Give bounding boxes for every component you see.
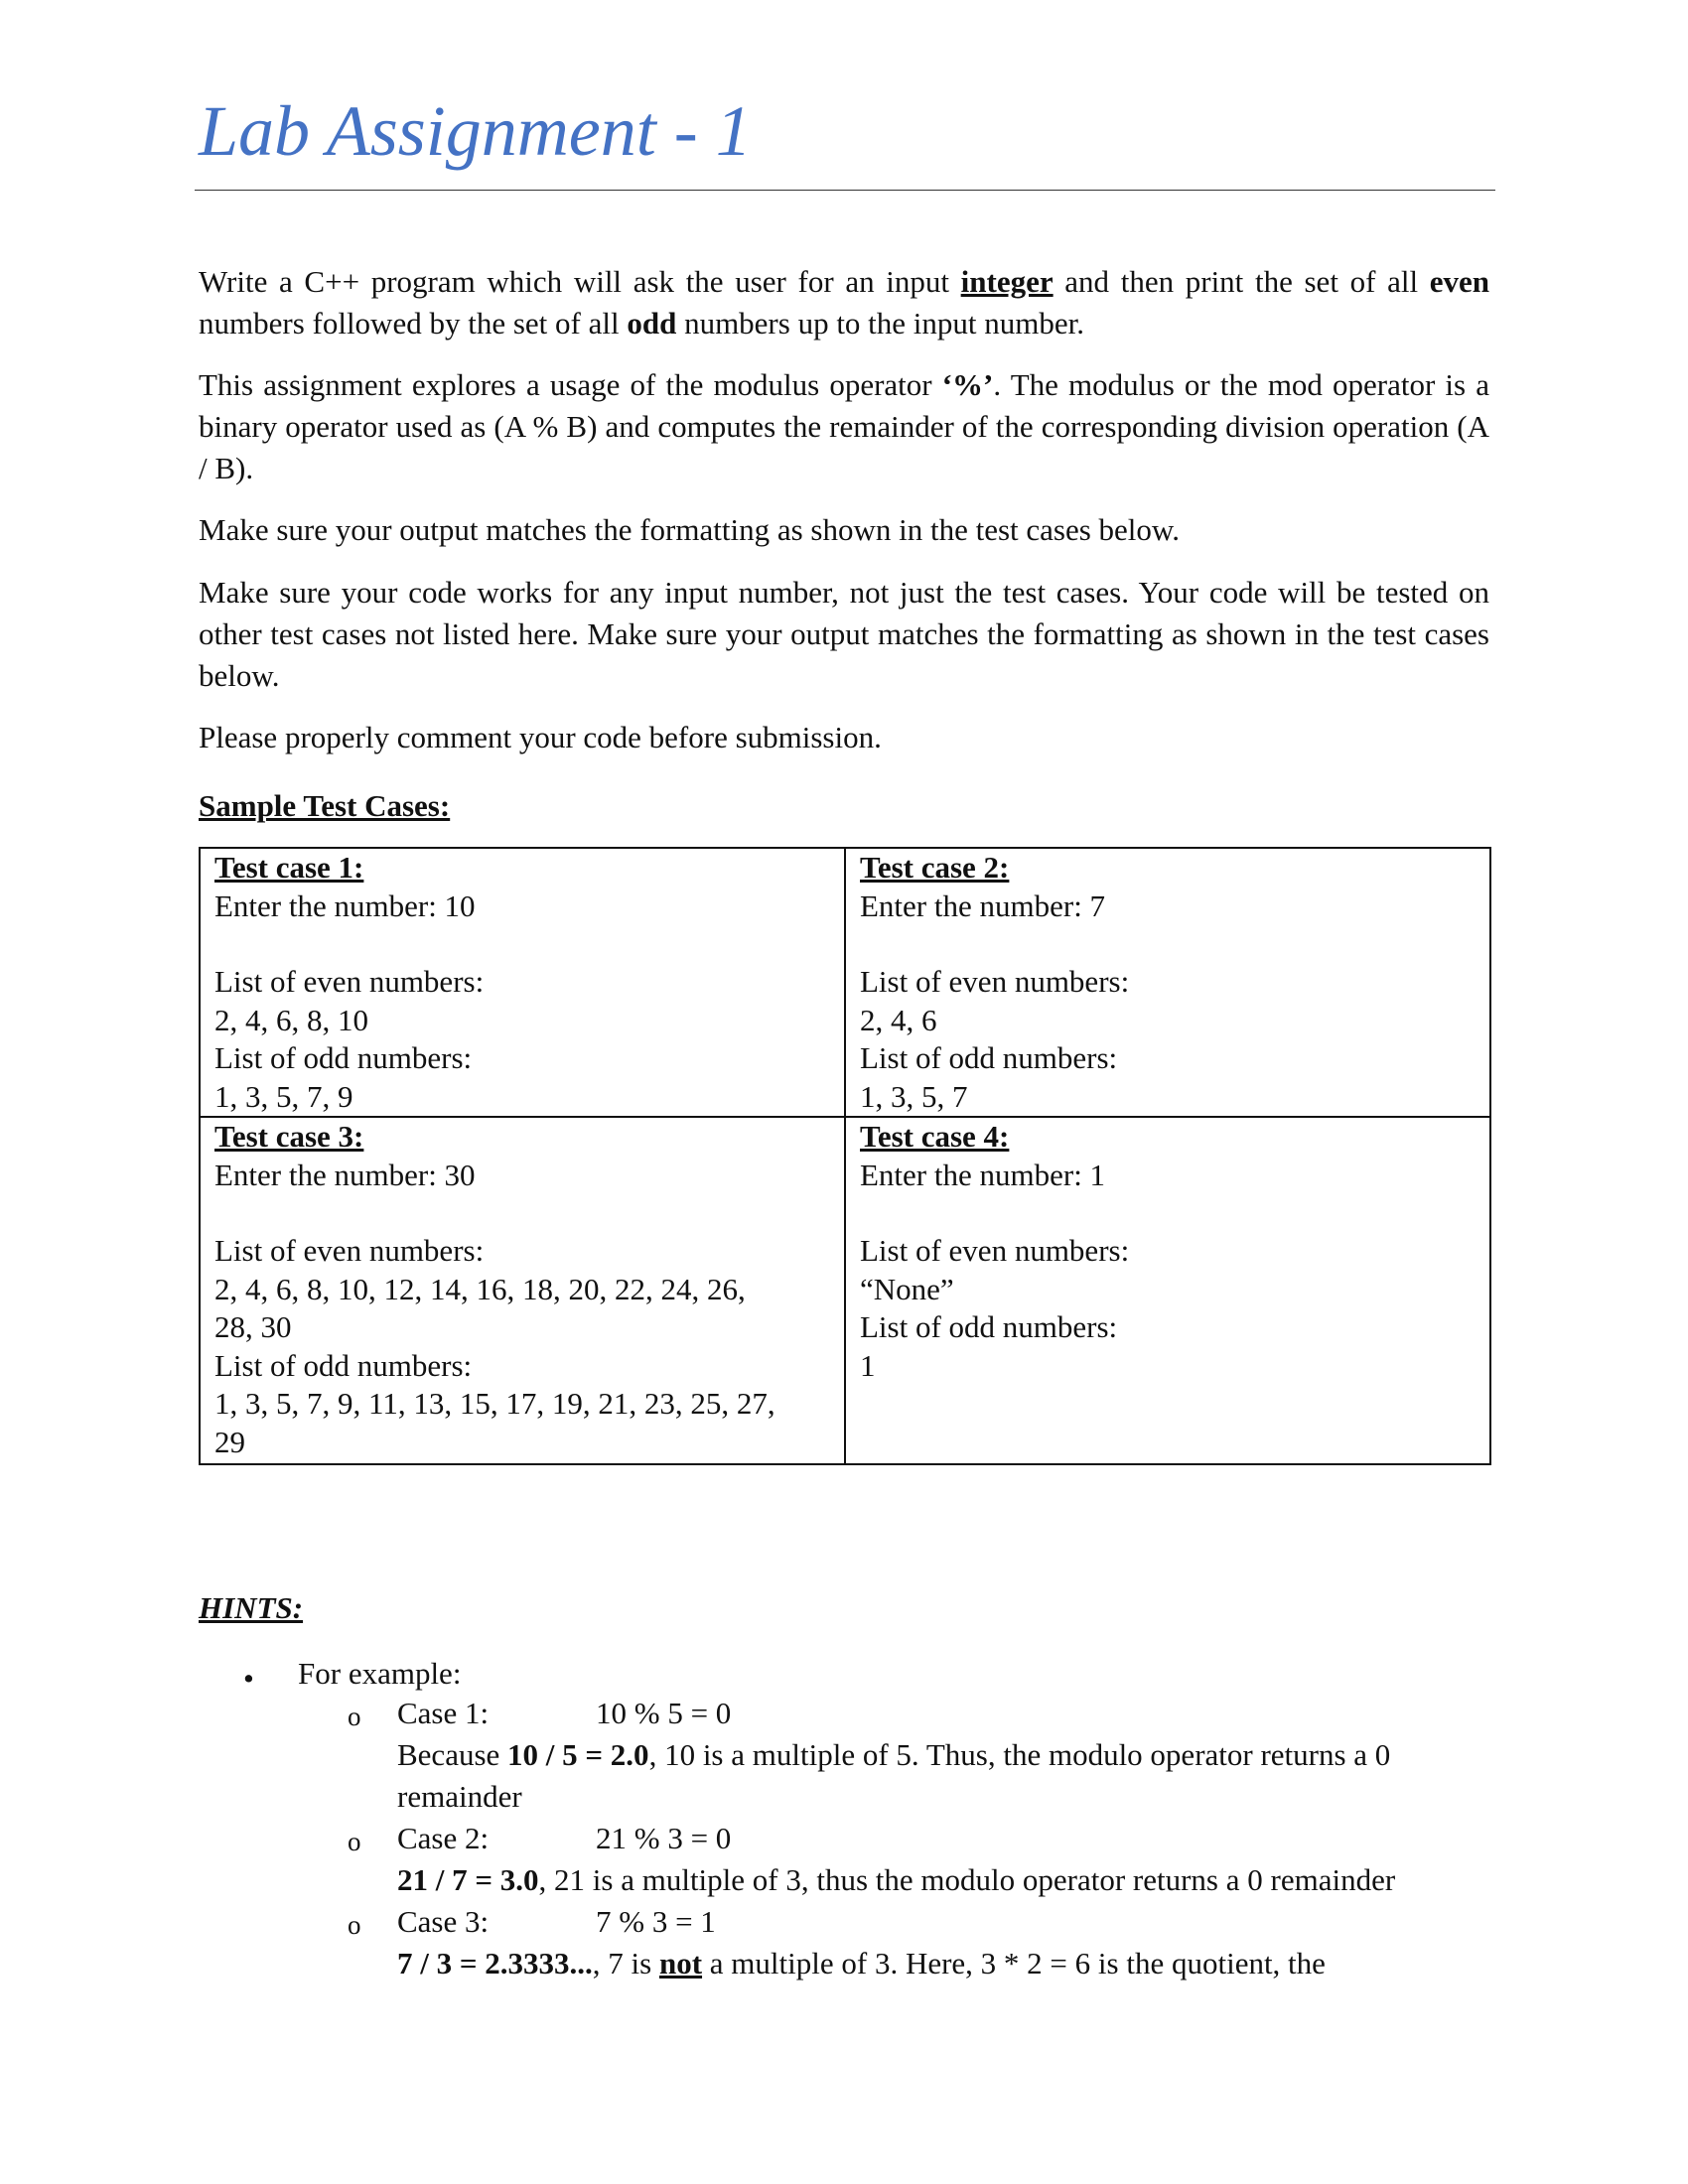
intro-paragraph-3: Make sure your output matches the formatting as shown in the test cases below. xyxy=(199,512,1181,547)
test-case-input: Enter the number: 7 xyxy=(860,887,1106,923)
intro-paragraph-5: Please properly comment your code before submission. xyxy=(199,720,882,754)
page-title: Lab Assignment - 1 xyxy=(199,91,752,171)
test-case-title: Test case 4: xyxy=(860,1119,1010,1154)
case-2-explanation: 21 / 7 = 3.0, 21 is a multiple of 3, thus the modulo operator returns a 0 remainder xyxy=(397,1862,1396,1897)
intro-paragraph-4: Make sure your code works for any input number, not just the test cases. Your code will be tested on other test cases not listed here. Make sure your output matches the formatting as shown in the test cases below. xyxy=(199,575,1489,693)
circle-bullet-icon: o xyxy=(348,1827,361,1856)
test-case-input: Enter the number: 30 xyxy=(214,1157,476,1192)
odd-list-values: 29 xyxy=(214,1424,245,1459)
even-list-values: 28, 30 xyxy=(214,1309,292,1344)
intro-paragraph-1 xyxy=(199,261,1489,344)
even-list-label: List of even numbers: xyxy=(860,964,1130,999)
p2-text-a: This assignment explores a usage of the modulus operator xyxy=(199,367,942,402)
test-case-cell xyxy=(845,1117,1490,1464)
even-list-label: List of even numbers: xyxy=(214,1233,485,1268)
test-cases-table xyxy=(199,847,1491,1465)
test-case-input: Enter the number: 1 xyxy=(860,1157,1106,1192)
case-1-expression: 10 % 5 = 0 xyxy=(596,1696,732,1730)
p1-text-e: numbers followed by the set of all xyxy=(199,306,628,341)
p2-text-c: . The modulus or the mod operator is a binary operator used as (A % B) and computes the remainder of the corresponding division operation (A / B). xyxy=(199,367,1489,485)
test-case-input: Enter the number: 10 xyxy=(214,887,476,923)
p1-odd-keyword: odd xyxy=(627,306,677,341)
bullet-icon: • xyxy=(243,1661,254,1696)
even-list-values: 2, 4, 6, 8, 10 xyxy=(214,1002,368,1037)
sample-test-cases-heading: Sample Test Cases: xyxy=(199,788,451,823)
p1-text-c: and then print the set of all xyxy=(1053,264,1430,299)
circle-bullet-icon: o xyxy=(348,1910,361,1940)
odd-list-label: List of odd numbers: xyxy=(860,1309,1118,1344)
case-3-label: Case 3: xyxy=(397,1904,490,1939)
case-2-label: Case 2: xyxy=(397,1821,490,1855)
p1-integer-keyword: integer xyxy=(960,264,1054,299)
test-case-title: Test case 3: xyxy=(214,1119,364,1154)
odd-list-values: 1, 3, 5, 7, 9 xyxy=(214,1078,353,1114)
case-3-expression: 7 % 3 = 1 xyxy=(596,1904,716,1939)
intro-paragraph-2 xyxy=(199,364,1489,489)
odd-list-label: List of odd numbers: xyxy=(214,1347,473,1383)
test-case-title: Test case 1: xyxy=(214,850,364,885)
title-underline-rule xyxy=(195,190,1495,191)
case-1-label: Case 1: xyxy=(397,1696,490,1730)
test-case-title: Test case 2: xyxy=(860,850,1010,885)
even-list-values: 2, 4, 6, 8, 10, 12, 14, 16, 18, 20, 22, 24, 26, xyxy=(214,1271,746,1306)
even-list-values: “None” xyxy=(860,1271,954,1306)
case-3-explanation: 7 / 3 = 2.3333..., 7 is not a multiple of 3. Here, 3 * 2 = 6 is the quotient, the xyxy=(397,1946,1326,1980)
hints-heading: HINTS: xyxy=(199,1590,304,1625)
even-list-label: List of even numbers: xyxy=(214,964,485,999)
case-2-expression: 21 % 3 = 0 xyxy=(596,1821,732,1855)
p1-text-a: Write a C++ program which will ask the user for an input xyxy=(199,264,961,299)
for-example-label: For example: xyxy=(298,1656,462,1691)
p2-modulus-symbol: ‘%’ xyxy=(941,367,994,402)
test-case-cell xyxy=(200,848,845,1117)
even-list-values: 2, 4, 6 xyxy=(860,1002,937,1037)
odd-list-values: 1, 3, 5, 7 xyxy=(860,1078,968,1114)
test-case-cell xyxy=(845,848,1490,1117)
p1-even-keyword: even xyxy=(1429,264,1489,299)
odd-list-values: 1 xyxy=(860,1347,876,1383)
even-list-label: List of even numbers: xyxy=(860,1233,1130,1268)
odd-list-values: 1, 3, 5, 7, 9, 11, 13, 15, 17, 19, 21, 23, 25, 27, xyxy=(214,1386,775,1421)
case-1-explanation: Because 10 / 5 = 2.0, 10 is a multiple of 5. Thus, the modulo operator returns a 0 remainder xyxy=(397,1737,1391,1814)
circle-bullet-icon: o xyxy=(348,1702,361,1731)
odd-list-label: List of odd numbers: xyxy=(214,1040,473,1075)
odd-list-label: List of odd numbers: xyxy=(860,1040,1118,1075)
p1-text-g: numbers up to the input number. xyxy=(676,306,1085,341)
test-case-cell xyxy=(200,1117,845,1464)
